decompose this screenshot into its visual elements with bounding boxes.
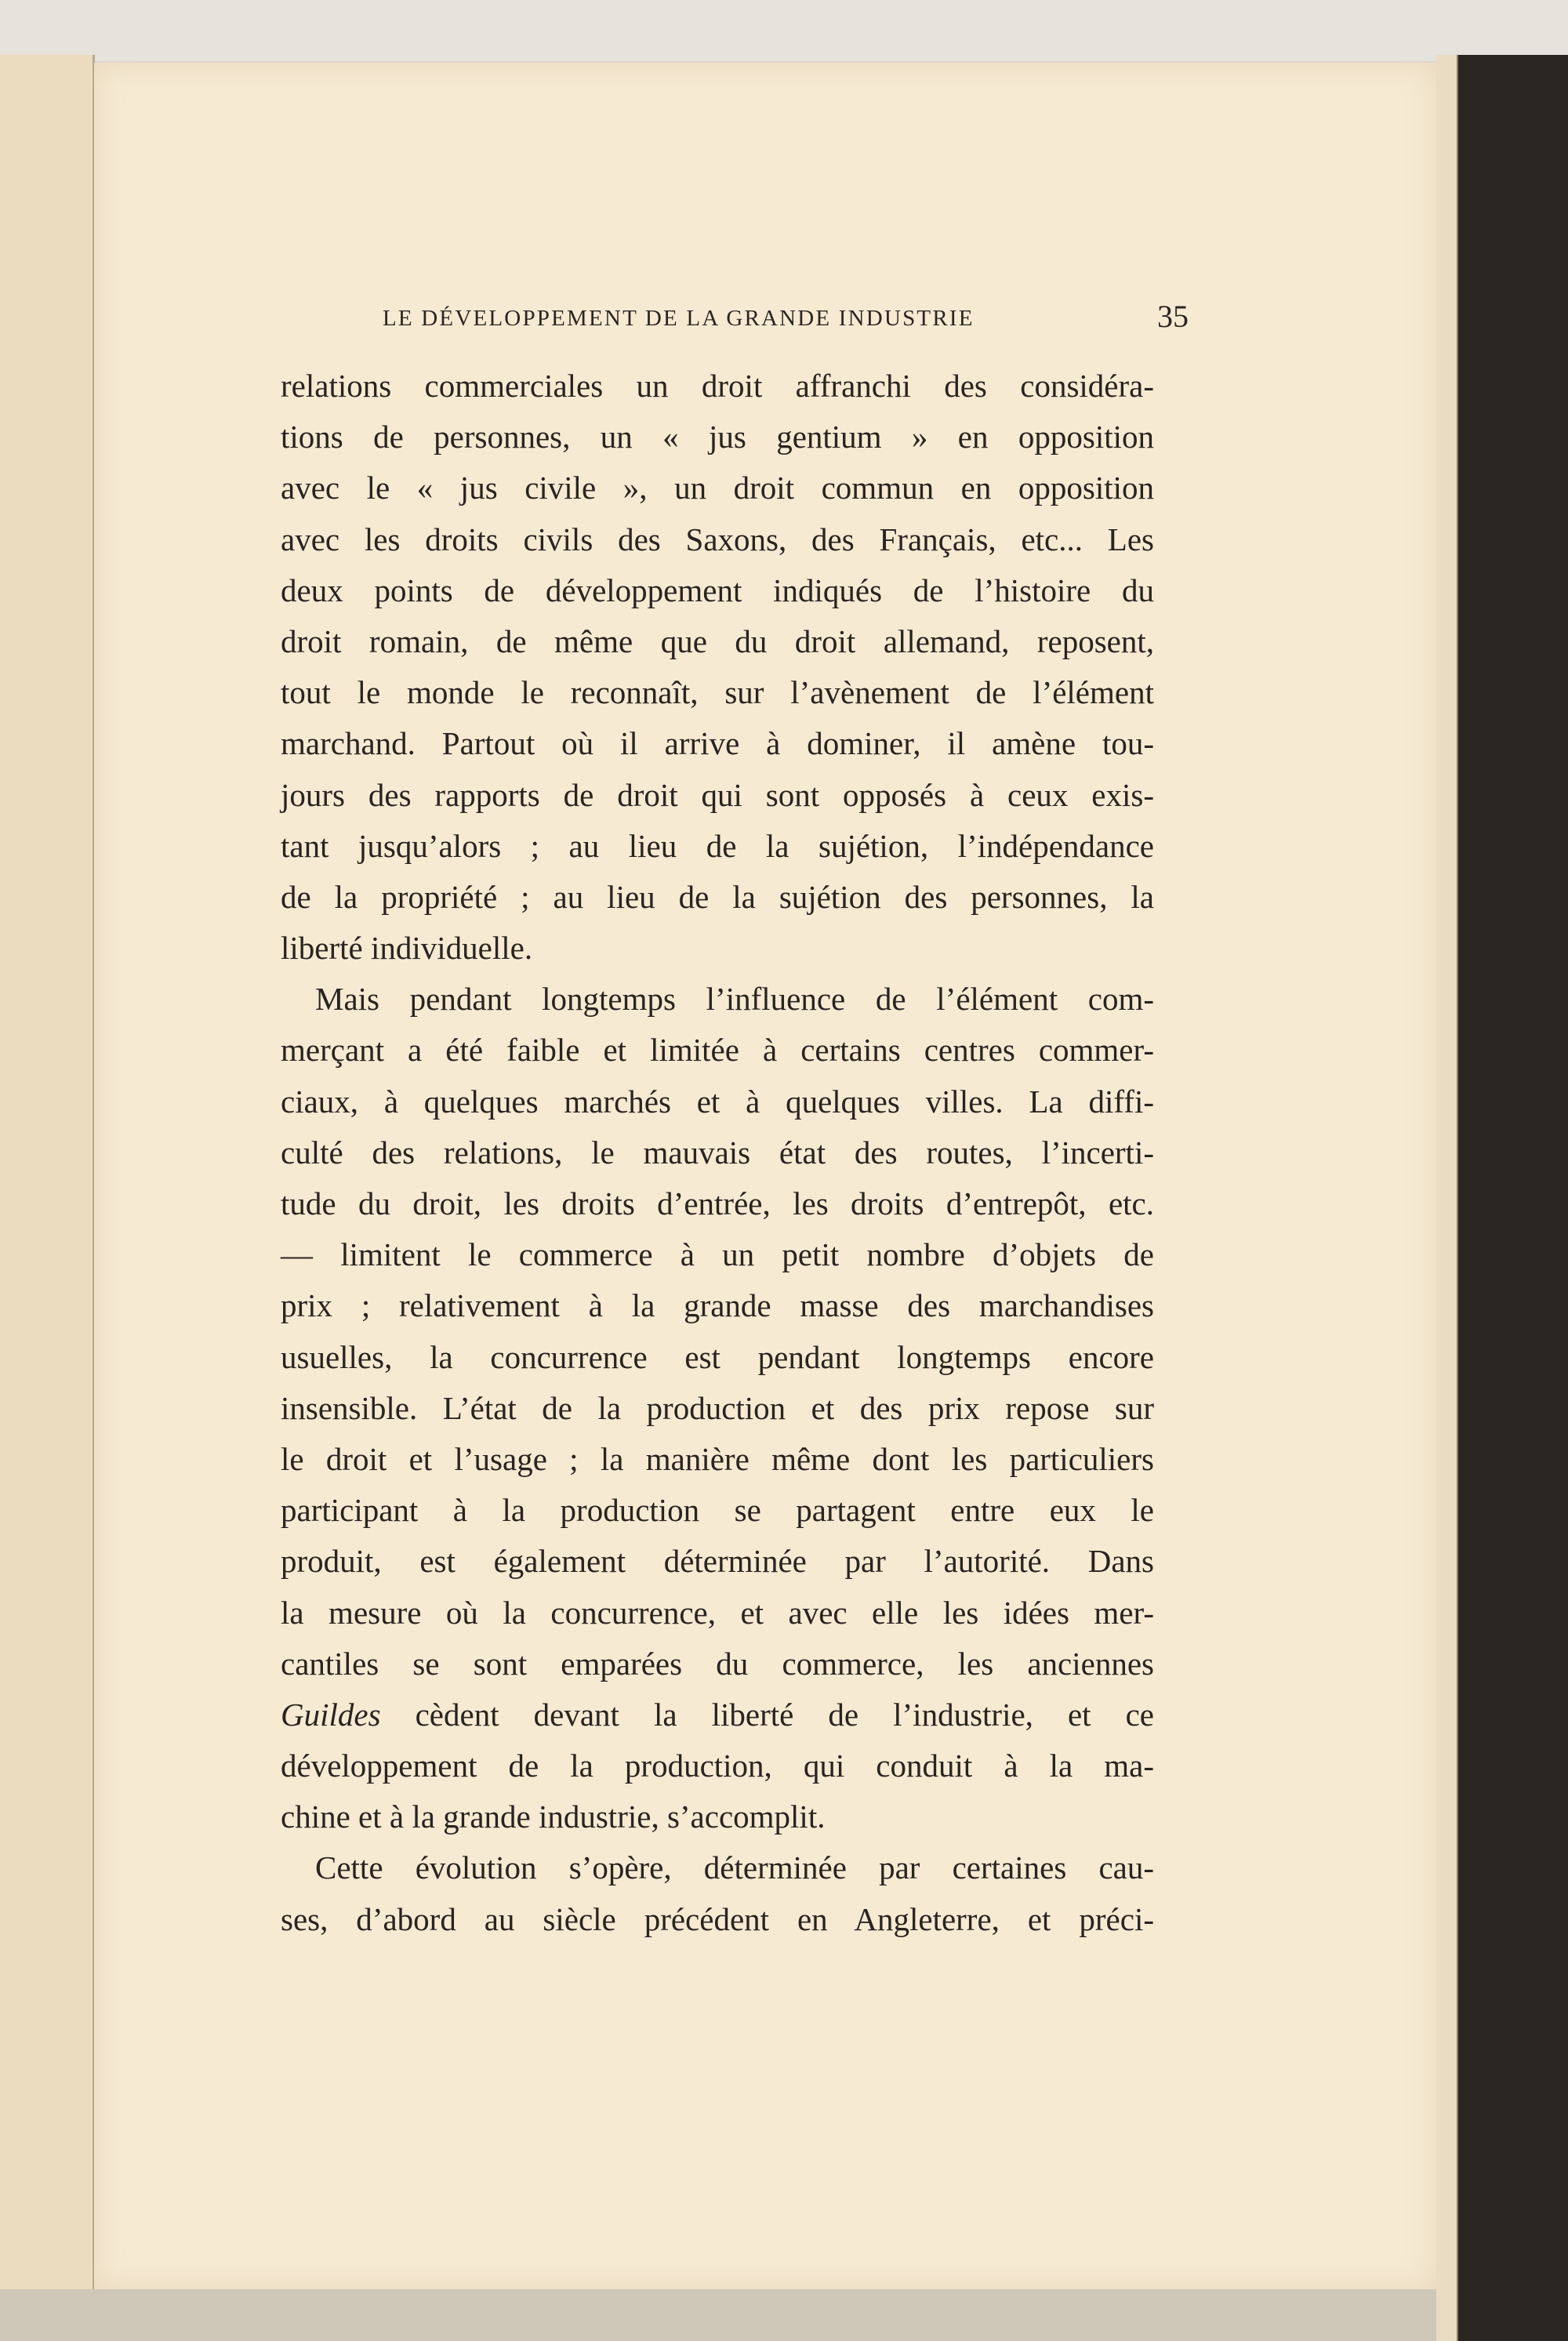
scan-background-top	[0, 0, 1568, 61]
text-line: usuelles, la concurrence est pendant longtemps encore	[281, 1338, 1154, 1375]
text-line: Cette évolution s’opère, déterminée par certaines cau-	[315, 1849, 1154, 1886]
text-line: développement de la production, qui conduit à la ma-	[281, 1748, 1154, 1784]
text-line: ses, d’abord au siècle précédent en Angleterre, et préci-	[281, 1900, 1154, 1937]
text-line: deux points de développement indiqués de l’histoire du	[281, 572, 1154, 608]
text-line: de la propriété ; au lieu de la sujétion des personnes, la	[281, 878, 1154, 915]
text-line: avec le « jus civile », un droit commun en opposition	[281, 470, 1154, 506]
text-line	[281, 1690, 1154, 1740]
text-line: jours des rapports de droit qui sont opposés à ceux exis-	[281, 776, 1154, 813]
text-line: — limitent le commerce à un petit nombre d’objets de	[281, 1236, 1154, 1273]
text-line: chine et à la grande industrie, s’accomplit.	[281, 1798, 826, 1835]
page-number: 35	[1157, 299, 1189, 334]
running-title: LE DÉVELOPPEMENT DE LA GRANDE INDUSTRIE	[383, 306, 975, 331]
scan-background-bottom	[0, 2289, 1436, 2341]
scan-background-right	[1436, 55, 1568, 2341]
facing-page-edge	[0, 55, 95, 2313]
text-line: tant jusqu’alors ; au lieu de la sujétion, l’indépendance	[281, 827, 1154, 864]
running-header	[383, 298, 1189, 337]
text-line: culté des relations, le mauvais état des routes, l’incerti-	[281, 1134, 1154, 1170]
text-line: tude du droit, les droits d’entrée, les droits d’entrepôt, etc.	[281, 1185, 1154, 1221]
text-line: marchand. Partout où il arrive à dominer, il amène tou-	[281, 725, 1154, 762]
page-edges	[1436, 55, 1458, 2341]
text-line: tions de personnes, un « jus gentium » en opposition	[281, 419, 1154, 455]
text-line: le droit et l’usage ; la manière même dont les particuliers	[281, 1440, 1154, 1477]
text-line: tout le monde le reconnaît, sur l’avènement de l’élément	[281, 674, 1154, 711]
body-text	[281, 361, 1154, 1945]
text-line: droit romain, de même que du droit allemand, reposent,	[281, 622, 1154, 659]
text-line-rest: cèdent devant la liberté de l’industrie, et ce	[380, 1696, 1154, 1733]
text-line: Mais pendant longtemps l’influence de l’élément com-	[315, 981, 1154, 1018]
text-line: la mesure où la concurrence, et avec elle les idées mer-	[281, 1594, 1154, 1631]
text-line: participant à la production se partagent entre eux le	[281, 1492, 1154, 1529]
text-line: ciaux, à quelques marchés et à quelques villes. La diffi-	[281, 1083, 1154, 1120]
text-line: relations commerciales un droit affranchi des considéra-	[281, 368, 1154, 404]
text-line: liberté individuelle.	[281, 930, 533, 967]
text-line: cantiles se sont emparées du commerce, les anciennes	[281, 1645, 1154, 1682]
text-line: avec les droits civils des Saxons, des Français, etc... Les	[281, 521, 1154, 557]
text-line: merçant a été faible et limitée à certains centres commer-	[281, 1032, 1154, 1069]
text-line: produit, est également déterminée par l’autorité. Dans	[281, 1543, 1154, 1580]
text-line: prix ; relativement à la grande masse des marchandises	[281, 1287, 1154, 1324]
text-line: insensible. L’état de la production et des prix repose sur	[281, 1389, 1154, 1426]
italic-term: Guildes	[281, 1696, 381, 1733]
